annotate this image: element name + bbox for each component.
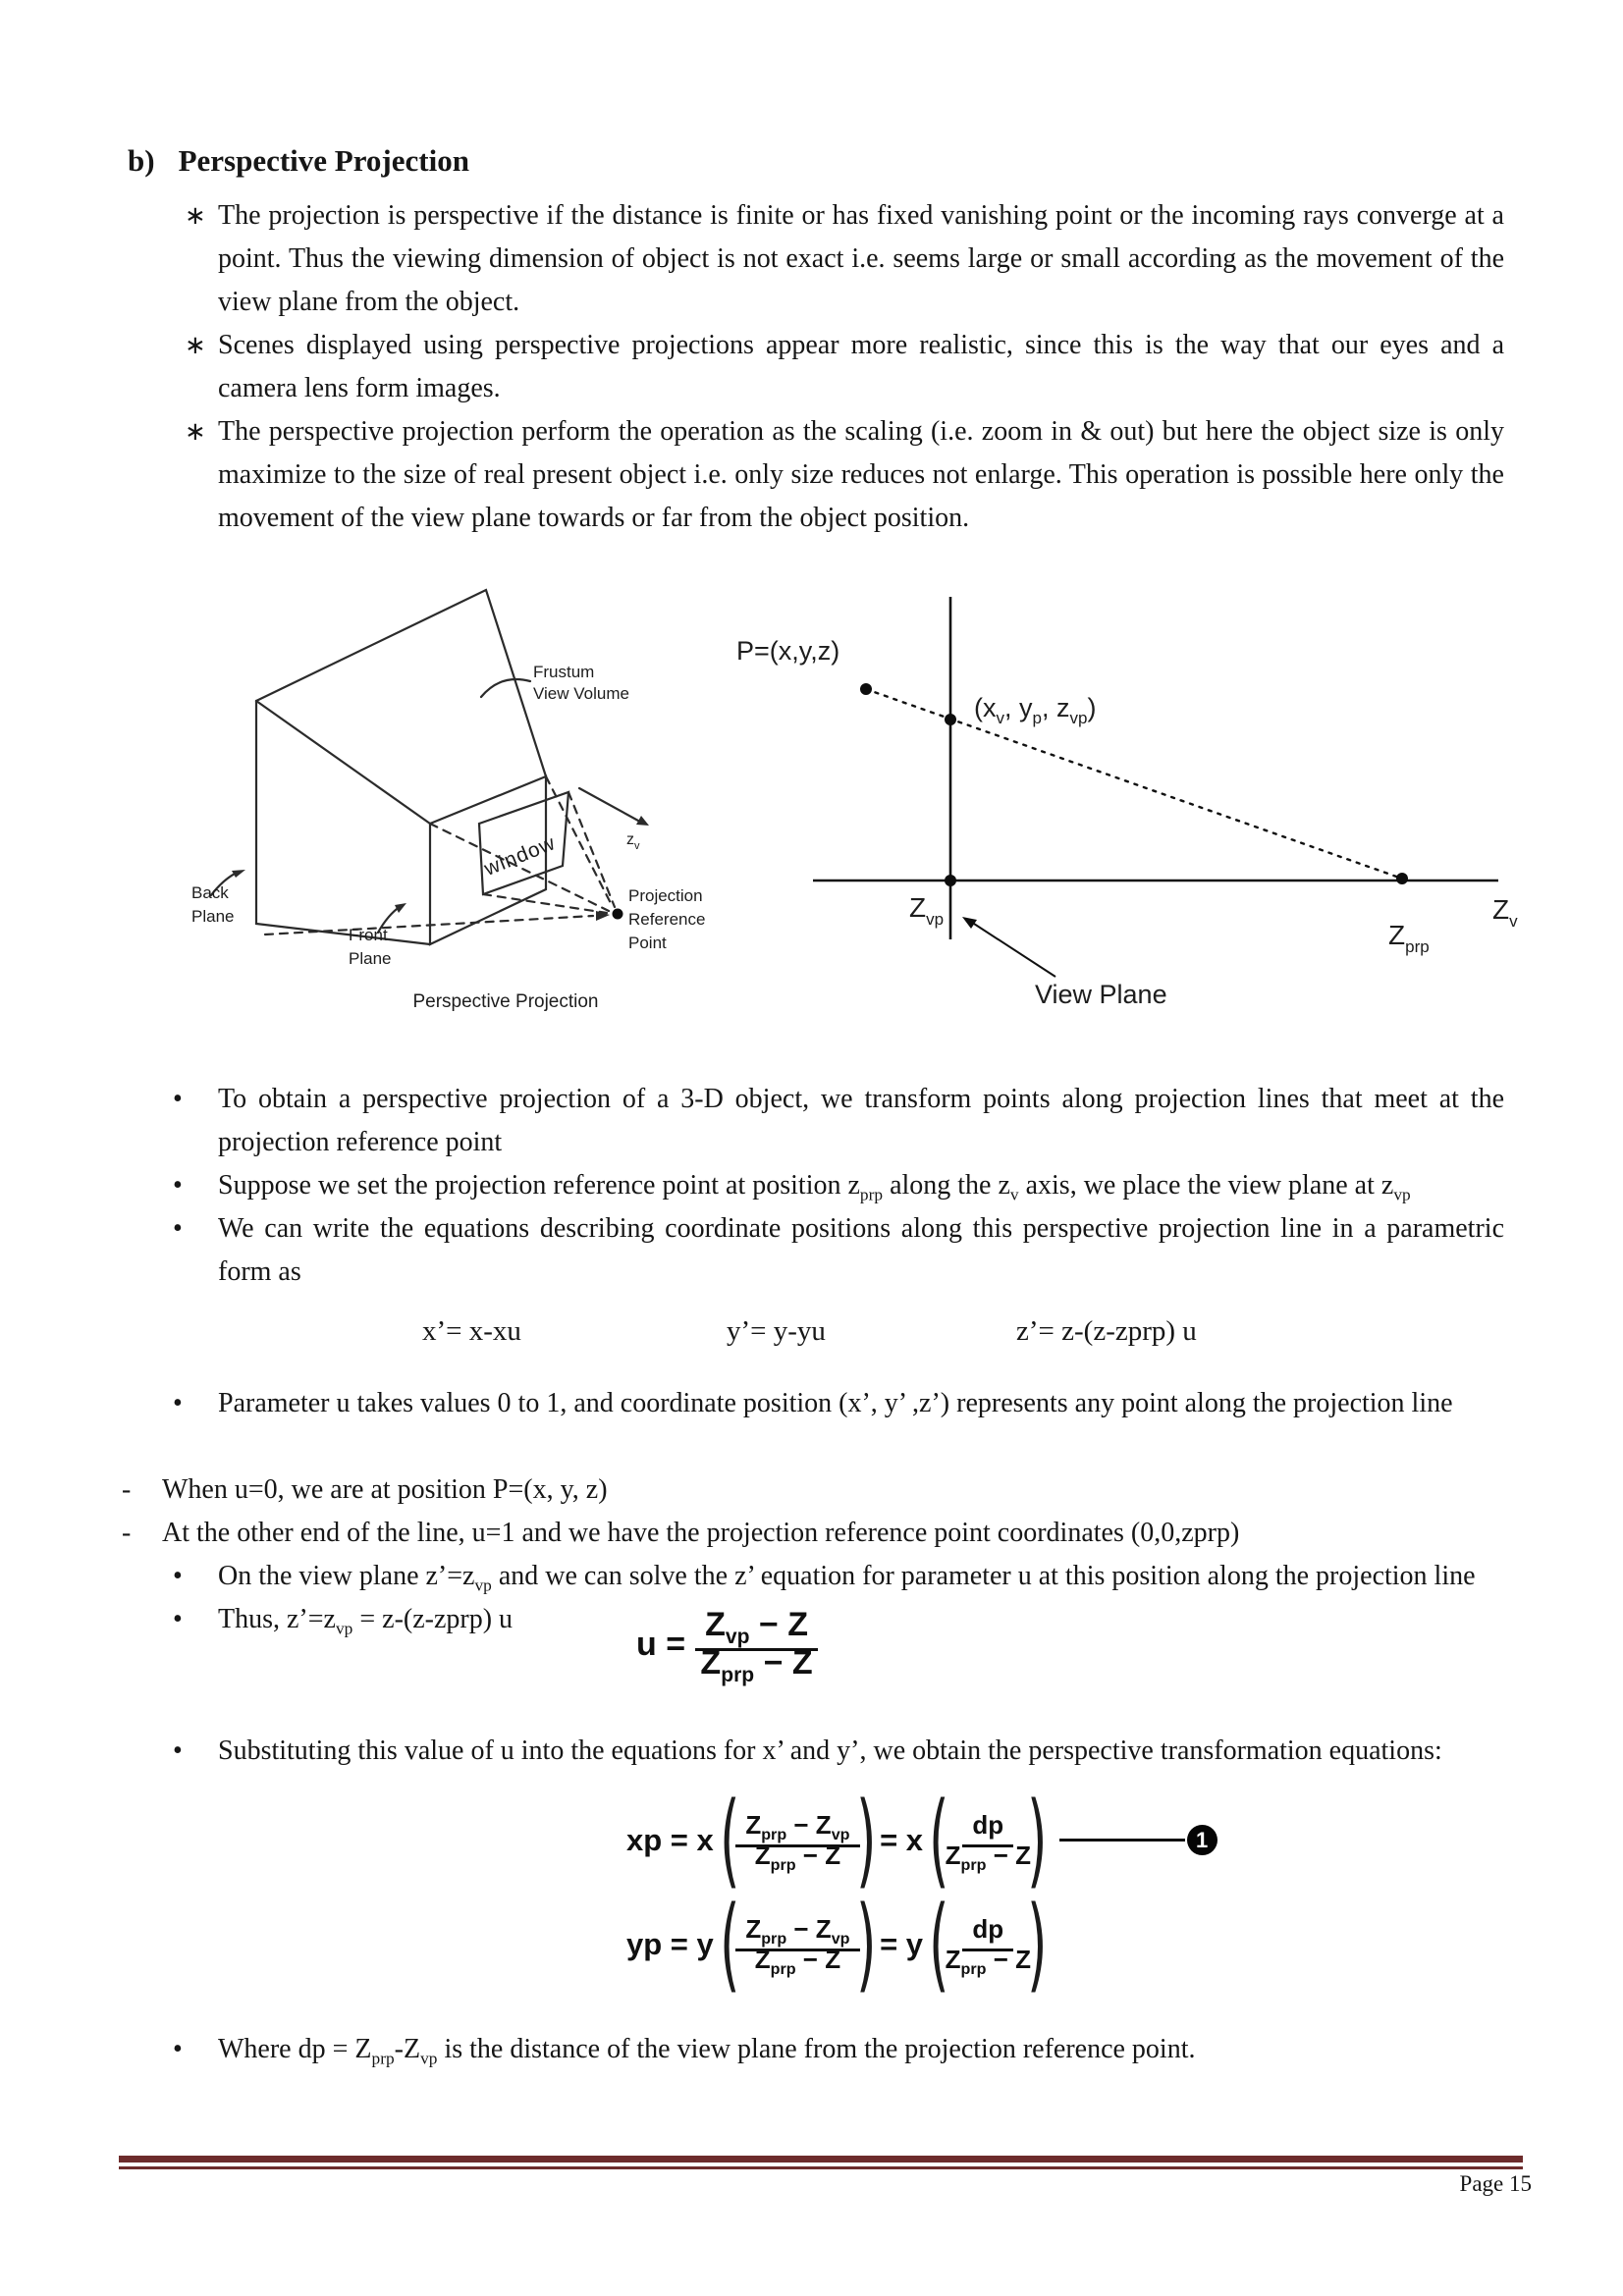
equation-z: z’= z-(z-zprp) u [1016, 1315, 1197, 1347]
paragraph-text: On the view plane $z’=z_{vp}$ and we can solve the z’ equation for parameter u at this position along the projection line [218, 1561, 1476, 1595]
paragraph-text: We can write the equations describing coordinate positions along this perspective projection line in a parametric form as [218, 1213, 1504, 1287]
equation-y: y’= y-yu [727, 1315, 826, 1347]
zvp-label: $Z_{vp}$ [909, 892, 945, 929]
equation-mid: = y [880, 1926, 924, 1961]
list-item [173, 1207, 1504, 1294]
fraction-denominator: $Z_{prp} - Z$ [700, 1644, 813, 1686]
heading-title: Perspective Projection [178, 143, 469, 178]
arrowhead-icon [962, 917, 977, 929]
arrowhead-icon [232, 870, 245, 878]
round-bullet-icon: • [173, 1084, 183, 1114]
list-item [122, 1512, 1504, 1555]
view-plane-intersection-dot [945, 714, 956, 725]
list-item [173, 1164, 1504, 1207]
round-bullet-list-d [173, 1730, 1504, 1773]
dash-list [122, 1468, 1504, 1555]
round-bullet-icon: • [173, 1388, 183, 1418]
round-bullet-list-e [173, 2028, 1504, 2071]
list-item [185, 324, 1504, 410]
right-paren: ) [1027, 1780, 1048, 1899]
list-item [173, 1730, 1504, 1773]
paragraph-text: Scenes displayed using perspective projections appear more realistic, since this is the way that our eyes and a camera lens form images. [218, 330, 1504, 403]
zprp-label: $Z_{prp}$ [1388, 920, 1430, 956]
asterisk-bullet-icon: ∗ [185, 417, 206, 446]
paragraph-text: Suppose we set the projection reference point at position $z_{prp}$ along the $z_v$ axis, we place the view plane at $z_{vp}$ [218, 1170, 1411, 1204]
star-bullet-list [185, 194, 1504, 540]
point-p-dot [860, 683, 872, 695]
right-paren: ) [855, 1780, 876, 1899]
equation-number-badge: 1 [1187, 1825, 1217, 1855]
asterisk-bullet-icon: ∗ [185, 201, 206, 230]
back-plane-label-line1: Back [191, 883, 229, 902]
left-paren: ( [719, 1884, 740, 2003]
equation-reference-line [1059, 1839, 1185, 1842]
fraction-numerator: dp [962, 1914, 1013, 1951]
list-item [173, 1598, 1504, 1641]
paragraph-text: The perspective projection perform the operation as the scaling (i.e. zoom in & out) but here the object size is only maximize to the size of real present object i.e. only size reduces not enlarge. This operation is possible here only the movement of the view plane towards or far from the object position. [218, 416, 1504, 533]
fraction-denominator: $Z_{prp} - Z$ [754, 1840, 841, 1874]
projected-coord-label: ($x_v$, $y_p$, $z_{vp}$) [974, 693, 1097, 727]
projection-line-dashed [546, 776, 613, 907]
zv-label: $Z_v$ [1492, 894, 1518, 931]
frustum-left-top-edge [256, 701, 430, 824]
equation-x: x’= x-xu [422, 1315, 521, 1347]
fraction [735, 1913, 859, 1978]
equation-mid: = x [880, 1822, 924, 1857]
round-bullet-icon: • [173, 1561, 183, 1591]
equation-lhs: u = [636, 1625, 686, 1663]
right-paren: ) [1027, 1884, 1048, 2003]
frustum-view-volume-figure [137, 550, 746, 1026]
paragraph-text: The projection is perspective if the distance is finite or has fixed vanishing point or the incoming rays converge at a point. Thus the viewing dimension of object is not exact i.e. seems large or small according as the movement of the view plane from the object. [218, 200, 1504, 317]
section-heading [128, 143, 469, 179]
round-bullet-icon: • [173, 1213, 183, 1244]
equation-lhs: xp = x [626, 1822, 714, 1857]
frustum-top-edges [256, 590, 546, 776]
page-number: Page 15 [1459, 2171, 1532, 2196]
paragraph-text: Where dp = $Z_{prp}-Z_{vp}$ is the distance of the view plane from the projection reference point. [218, 2034, 1196, 2068]
left-paren: ( [719, 1780, 740, 1899]
view-plane-figure [727, 550, 1623, 1011]
round-bullet-icon: • [173, 1170, 183, 1201]
arrowhead-icon [395, 903, 406, 913]
heading-prefix: b) [128, 143, 155, 178]
zv-axis-line [579, 788, 638, 821]
projection-line-dashed [568, 792, 615, 907]
frustum-label-line1: Frustum [533, 663, 595, 681]
frustum-callout-curve [481, 679, 530, 697]
list-item [185, 410, 1504, 540]
round-bullet-list-a [173, 1078, 1504, 1294]
view-plane-label: View Plane [1035, 980, 1167, 1009]
point-p-label: P=(x,y,z) [736, 636, 840, 666]
round-bullet-icon: • [173, 2034, 183, 2064]
paragraph-text: To obtain a perspective projection of a 3-D object, we transform points along projection lines that meet at the projection reference point [218, 1084, 1504, 1157]
zprp-dot [1396, 873, 1408, 884]
prp-label-line3: Point [628, 934, 667, 952]
dash-bullet-icon: - [122, 1518, 132, 1548]
list-item [122, 1468, 1504, 1512]
view-plane-callout-line [974, 924, 1055, 977]
prp-label-line1: Projection [628, 886, 703, 905]
fraction [945, 1809, 1031, 1874]
dash-bullet-icon: - [122, 1474, 132, 1505]
fraction [945, 1913, 1031, 1978]
parametric-equations [218, 1315, 1504, 1359]
prp-label-line2: Reference [628, 910, 706, 929]
fraction-denominator: $Z_{prp} - Z$ [945, 1840, 1031, 1874]
round-bullet-icon: • [173, 1735, 183, 1766]
projection-reference-point-dot [613, 909, 623, 920]
paragraph-text: When u=0, we are at position P=(x, y, z) [162, 1474, 608, 1505]
window-label: window [481, 831, 560, 881]
back-plane-label-line2: Plane [191, 907, 235, 926]
footer-rule-thin [119, 2166, 1523, 2169]
asterisk-bullet-icon: ∗ [185, 331, 206, 359]
fraction-denominator: $Z_{prp} - Z$ [754, 1944, 841, 1978]
left-paren: ( [929, 1780, 949, 1899]
paragraph-text: Thus, $z’=z_{vp}$ = z-(z-zprp) u [218, 1604, 514, 1638]
paragraph-text: Parameter u takes values 0 to 1, and coordinate position (x’, y’ ,z’) represents any point along the projection line [218, 1388, 1453, 1418]
front-plane-label-line1: Front [349, 926, 388, 944]
round-bullet-list-c [173, 1555, 1504, 1641]
paragraph-text: Substituting this value of u into the equations for x’ and y’, we obtain the perspective transformation equations: [218, 1735, 1442, 1766]
fraction-numerator: $Z_{prp} - Z_{vp}$ [735, 1914, 859, 1951]
list-item [173, 2028, 1504, 2071]
list-item [173, 1555, 1504, 1598]
xp-equation [626, 1780, 1217, 1899]
figure-caption: Perspective Projection [412, 991, 599, 1012]
zv-axis-label: $z_v$ [626, 831, 640, 852]
yp-equation [626, 1884, 1048, 2003]
u-equation [636, 1606, 818, 1686]
frustum-label-line2: View Volume [533, 684, 629, 703]
back-plane-edges [256, 701, 430, 944]
fraction-denominator: $Z_{prp} - Z$ [945, 1944, 1031, 1978]
left-paren: ( [929, 1884, 949, 2003]
footer-rule-thick [119, 2156, 1523, 2163]
fraction [735, 1809, 859, 1874]
paragraph-text: At the other end of the line, u=1 and we have the projection reference point coordinates (0,0,zprp) [162, 1518, 1240, 1548]
round-bullet-list-b [173, 1382, 1504, 1425]
fraction-numerator: dp [962, 1810, 1013, 1847]
list-item [185, 194, 1504, 324]
fraction-numerator: $Z_{prp} - Z_{vp}$ [735, 1810, 859, 1847]
list-item [173, 1078, 1504, 1164]
equation-lhs: yp = y [626, 1926, 714, 1961]
zvp-dot [945, 875, 956, 886]
right-paren: ) [855, 1884, 876, 2003]
list-item [173, 1382, 1504, 1425]
fraction-numerator: $Z_{vp} - Z$ [695, 1606, 818, 1651]
front-plane-label-line2: Plane [349, 949, 392, 968]
round-bullet-icon: • [173, 1604, 183, 1634]
fraction [695, 1606, 818, 1686]
